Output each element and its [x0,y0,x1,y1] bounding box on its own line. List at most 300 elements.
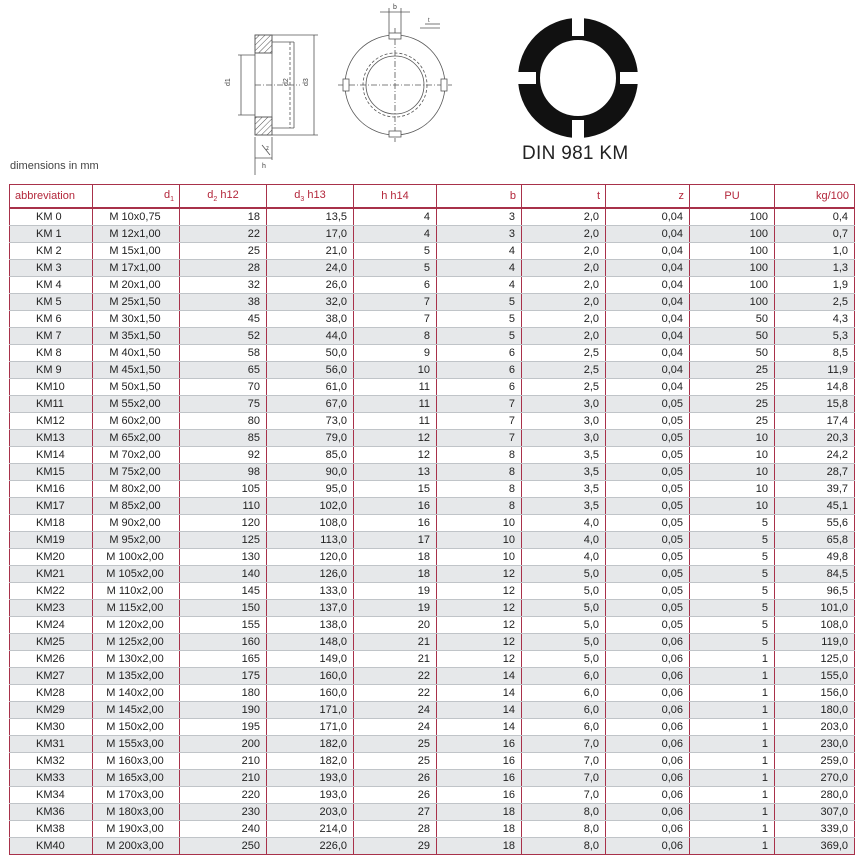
table-cell: KM34 [10,787,93,804]
table-cell: 8 [354,328,437,345]
table-cell: 8,0 [522,804,606,821]
table-cell: 8 [437,447,522,464]
column-header-label: h h14 [381,190,409,202]
table-cell: 7,0 [522,770,606,787]
table-cell: 11 [354,379,437,396]
table-cell: 100 [690,277,775,294]
table-cell: KM15 [10,464,93,481]
table-cell: KM19 [10,532,93,549]
column-header [606,185,690,209]
table-cell: 2,5 [522,345,606,362]
table-cell: 8 [437,481,522,498]
table-cell: 24,0 [267,260,354,277]
table-cell: KM40 [10,838,93,855]
table-cell: M 150x2,00 [93,719,180,736]
table-cell: M 15x1,00 [93,243,180,260]
table-cell: 5 [690,617,775,634]
table-cell: KM36 [10,804,93,821]
table-cell: 4 [437,277,522,294]
table-row [10,294,855,311]
table-cell: 149,0 [267,651,354,668]
table-cell: 0,05 [606,600,690,617]
table-cell: 100 [690,294,775,311]
table-cell: 0,04 [606,260,690,277]
column-header-label: t [596,190,600,202]
table-cell: 2,0 [522,208,606,226]
column-header-label: d [207,188,214,201]
table-cell: 100 [690,208,775,226]
table-row [10,719,855,736]
table-cell: M 70x2,00 [93,447,180,464]
table-cell: 10 [437,515,522,532]
table-cell: 28 [180,260,267,277]
column-header-label: d [163,188,171,201]
table-cell: 14 [437,719,522,736]
front-view [338,8,452,142]
table-cell: 58 [180,345,267,362]
spec-table [9,184,855,855]
table-cell: 1 [690,821,775,838]
table-cell: KM33 [10,770,93,787]
table-row [10,736,855,753]
table-cell: 126,0 [267,566,354,583]
table-cell: 16 [354,515,437,532]
table-cell: 5 [437,294,522,311]
table-cell: 0,06 [606,753,690,770]
table-cell: 95,0 [267,481,354,498]
table-cell: KM 8 [10,345,93,362]
table-cell: KM28 [10,685,93,702]
table-header-row [10,185,855,209]
table-cell: 0,05 [606,498,690,515]
table-cell: 119,0 [775,634,855,651]
table-row [10,566,855,583]
column-header [180,185,267,209]
table-cell: 22 [354,685,437,702]
table-cell: 369,0 [775,838,855,855]
table-row [10,685,855,702]
table-cell: KM24 [10,617,93,634]
table-cell: 4,0 [522,515,606,532]
table-cell: 6,0 [522,685,606,702]
table-cell: 70 [180,379,267,396]
table-cell: 226,0 [267,838,354,855]
table-cell: 6 [354,277,437,294]
table-cell: 102,0 [267,498,354,515]
table-cell: 21 [354,651,437,668]
table-cell: 12 [354,430,437,447]
table-row [10,328,855,345]
table-cell: 5 [690,515,775,532]
table-cell: 1 [690,787,775,804]
table-row [10,753,855,770]
table-cell: KM23 [10,600,93,617]
column-header [10,185,93,209]
table-cell: M 30x1,50 [93,311,180,328]
table-cell: M 115x2,00 [93,600,180,617]
table-cell: 150 [180,600,267,617]
table-cell: 0,06 [606,838,690,855]
table-cell: 20,3 [775,430,855,447]
column-header [267,185,354,209]
table-cell: 180,0 [775,702,855,719]
table-cell: 165 [180,651,267,668]
table-cell: 3,5 [522,481,606,498]
table-cell: 85,0 [267,447,354,464]
table-cell: 17 [354,532,437,549]
table-cell: 5,0 [522,617,606,634]
table-cell: 12 [437,566,522,583]
table-cell: 5 [437,311,522,328]
table-cell: 0,05 [606,430,690,447]
column-header [522,185,606,209]
table-cell: 339,0 [775,821,855,838]
table-cell: 0,05 [606,447,690,464]
table-cell: KM 1 [10,226,93,243]
table-row [10,583,855,600]
table-cell: 138,0 [267,617,354,634]
table-row [10,549,855,566]
table-cell: KM22 [10,583,93,600]
table-cell: 10 [690,447,775,464]
table-cell: 8,0 [522,838,606,855]
table-cell: 1,0 [775,243,855,260]
table-cell: 17,4 [775,413,855,430]
column-header-tolerance: h13 [304,188,326,201]
table-cell: 0,06 [606,702,690,719]
table-cell: 0,04 [606,379,690,396]
table-cell: 92 [180,447,267,464]
drawing-label-z: z [266,146,269,152]
table-cell: 2,0 [522,226,606,243]
table-cell: M 120x2,00 [93,617,180,634]
table-cell: 3,0 [522,413,606,430]
table-cell: 0,05 [606,515,690,532]
table-cell: 2,5 [522,379,606,396]
table-cell: 5 [690,583,775,600]
table-cell: 200 [180,736,267,753]
table-row [10,447,855,464]
table-cell: 24 [354,702,437,719]
table-cell: 5,0 [522,651,606,668]
table-cell: KM20 [10,549,93,566]
table-row [10,821,855,838]
table-cell: 4,0 [522,532,606,549]
table-cell: 0,04 [606,294,690,311]
column-header [775,185,855,209]
table-cell: 24,2 [775,447,855,464]
table-cell: 7 [437,430,522,447]
table-cell: 220 [180,787,267,804]
table-cell: 49,8 [775,549,855,566]
table-cell: 18 [437,838,522,855]
table-cell: 307,0 [775,804,855,821]
table-cell: 3,5 [522,498,606,515]
table-row [10,379,855,396]
table-cell: M 95x2,00 [93,532,180,549]
table-cell: 0,04 [606,208,690,226]
table-cell: 14 [437,668,522,685]
column-header-subscript: 2 [213,196,218,204]
table-cell: 18 [437,804,522,821]
table-cell: 65 [180,362,267,379]
table-cell: 39,7 [775,481,855,498]
table-cell: KM10 [10,379,93,396]
table-cell: KM16 [10,481,93,498]
table-cell: 240 [180,821,267,838]
table-cell: 0,05 [606,566,690,583]
table-cell: 10 [437,532,522,549]
table-cell: 11 [354,396,437,413]
table-cell: M 20x1,00 [93,277,180,294]
table-cell: M 145x2,00 [93,702,180,719]
table-cell: 1 [690,838,775,855]
table-cell: 11 [354,413,437,430]
table-cell: 38,0 [267,311,354,328]
table-cell: 1 [690,770,775,787]
table-row [10,634,855,651]
table-row [10,668,855,685]
table-cell: 5 [690,634,775,651]
table-cell: KM 0 [10,208,93,226]
table-row [10,481,855,498]
table-cell: 137,0 [267,600,354,617]
table-cell: 3,0 [522,430,606,447]
table-cell: 12 [437,617,522,634]
table-cell: 19 [354,600,437,617]
column-header-subscript: 3 [300,196,305,204]
table-row [10,413,855,430]
table-cell: 24 [354,719,437,736]
table-cell: 7 [354,311,437,328]
table-cell: 14 [437,685,522,702]
table-cell: M 135x2,00 [93,668,180,685]
table-row [10,226,855,243]
table-cell: 20 [354,617,437,634]
column-header [93,185,180,209]
table-cell: 0,05 [606,532,690,549]
table-cell: M 140x2,00 [93,685,180,702]
table-cell: 1 [690,736,775,753]
table-cell: 3 [437,226,522,243]
table-row [10,396,855,413]
table-cell: 160,0 [267,685,354,702]
table-cell: 0,06 [606,804,690,821]
table-cell: 6 [437,362,522,379]
table-cell: KM 5 [10,294,93,311]
table-cell: KM 9 [10,362,93,379]
table-cell: 0,7 [775,226,855,243]
table-cell: 6 [437,345,522,362]
table-cell: 5,0 [522,600,606,617]
table-row [10,532,855,549]
column-header-label: d [294,188,301,201]
table-cell: 98 [180,464,267,481]
table-row [10,243,855,260]
table-row [10,430,855,447]
table-row [10,362,855,379]
table-cell: M 60x2,00 [93,413,180,430]
table-cell: 55,6 [775,515,855,532]
table-cell: 7 [354,294,437,311]
table-cell: 16 [437,787,522,804]
table-cell: 27 [354,804,437,821]
table-cell: 28 [354,821,437,838]
table-cell: 28,7 [775,464,855,481]
column-header-tolerance: h12 [217,188,239,201]
table-cell: 25 [690,413,775,430]
drawing-label-d3: d3 [303,78,310,86]
table-cell: 0,05 [606,464,690,481]
table-cell: 50,0 [267,345,354,362]
table-cell: 45,1 [775,498,855,515]
table-cell: 133,0 [267,583,354,600]
table-cell: 0,04 [606,362,690,379]
table-cell: KM 2 [10,243,93,260]
table-cell: 12 [354,447,437,464]
table-cell: M 40x1,50 [93,345,180,362]
drawing-label-b: b [393,4,397,11]
table-cell: 125 [180,532,267,549]
table-cell: 21 [354,634,437,651]
table-cell: M 45x1,50 [93,362,180,379]
table-cell: 1 [690,702,775,719]
table-cell: KM30 [10,719,93,736]
table-cell: 214,0 [267,821,354,838]
table-cell: 182,0 [267,753,354,770]
table-cell: KM21 [10,566,93,583]
table-cell: 5 [690,532,775,549]
table-cell: 5,0 [522,583,606,600]
table-cell: 0,4 [775,208,855,226]
table-cell: M 100x2,00 [93,549,180,566]
table-cell: 21,0 [267,243,354,260]
table-cell: 4 [354,226,437,243]
table-cell: 79,0 [267,430,354,447]
table-cell: 120,0 [267,549,354,566]
table-cell: M 105x2,00 [93,566,180,583]
table-cell: 8 [437,498,522,515]
side-section-view [238,35,318,175]
table-cell: 160,0 [267,668,354,685]
table-cell: 96,5 [775,583,855,600]
table-cell: 5 [354,243,437,260]
table-cell: 14,8 [775,379,855,396]
table-cell: 8 [437,464,522,481]
table-row [10,498,855,515]
table-cell: 110 [180,498,267,515]
table-cell: 90,0 [267,464,354,481]
table-cell: 13,5 [267,208,354,226]
table-cell: 0,06 [606,736,690,753]
table-cell: 32,0 [267,294,354,311]
drawing-label-d2: d2 [283,78,290,86]
table-cell: 2,5 [522,362,606,379]
table-cell: KM 4 [10,277,93,294]
table-cell: 155,0 [775,668,855,685]
units-note: dimensions in mm [10,160,99,172]
table-cell: KM38 [10,821,93,838]
table-cell: 2,0 [522,328,606,345]
table-cell: 155 [180,617,267,634]
table-cell: 140 [180,566,267,583]
table-cell: 16 [437,770,522,787]
table-cell: 29 [354,838,437,855]
table-cell: 145 [180,583,267,600]
table-cell: 180 [180,685,267,702]
table-cell: 5 [690,549,775,566]
table-cell: 160 [180,634,267,651]
table-row [10,311,855,328]
table-cell: M 12x1,00 [93,226,180,243]
table-cell: 5,0 [522,634,606,651]
table-row [10,702,855,719]
column-header [354,185,437,209]
table-cell: 6,0 [522,668,606,685]
table-cell: 73,0 [267,413,354,430]
table-cell: 280,0 [775,787,855,804]
table-cell: 3,0 [522,396,606,413]
table-cell: 0,04 [606,328,690,345]
table-cell: 1 [690,804,775,821]
table-cell: 10 [690,464,775,481]
table-cell: 4,3 [775,311,855,328]
table-cell: 108,0 [267,515,354,532]
table-cell: KM31 [10,736,93,753]
table-cell: M 180x3,00 [93,804,180,821]
table-cell: 0,06 [606,787,690,804]
table-cell: 13 [354,464,437,481]
table-cell: 67,0 [267,396,354,413]
column-header-label: kg/100 [815,190,849,202]
table-cell: 2,0 [522,311,606,328]
table-cell: 26 [354,770,437,787]
table-cell: 0,04 [606,311,690,328]
table-cell: KM 3 [10,260,93,277]
table-cell: 6,0 [522,702,606,719]
table-cell: 0,06 [606,821,690,838]
table-cell: 0,04 [606,345,690,362]
table-cell: 25 [354,753,437,770]
table-cell: 195 [180,719,267,736]
table-cell: KM 7 [10,328,93,345]
table-cell: 1 [690,753,775,770]
table-cell: 2,0 [522,243,606,260]
table-cell: 14 [437,702,522,719]
table-cell: 171,0 [267,702,354,719]
table-cell: 3,5 [522,464,606,481]
table-cell: 1,9 [775,277,855,294]
table-cell: 7 [437,413,522,430]
table-row [10,838,855,855]
drawing-label-t: t [428,18,430,24]
table-cell: 130 [180,549,267,566]
table-cell: 250 [180,838,267,855]
table-cell: 0,05 [606,396,690,413]
table-cell: 210 [180,770,267,787]
table-cell: 8,0 [522,821,606,838]
table-cell: 2,0 [522,294,606,311]
table-cell: 120 [180,515,267,532]
table-cell: 12 [437,634,522,651]
table-cell: 12 [437,583,522,600]
table-cell: 10 [690,481,775,498]
table-cell: M 170x3,00 [93,787,180,804]
table-cell: 108,0 [775,617,855,634]
table-cell: 61,0 [267,379,354,396]
table-cell: 0,04 [606,226,690,243]
table-cell: 12 [437,651,522,668]
